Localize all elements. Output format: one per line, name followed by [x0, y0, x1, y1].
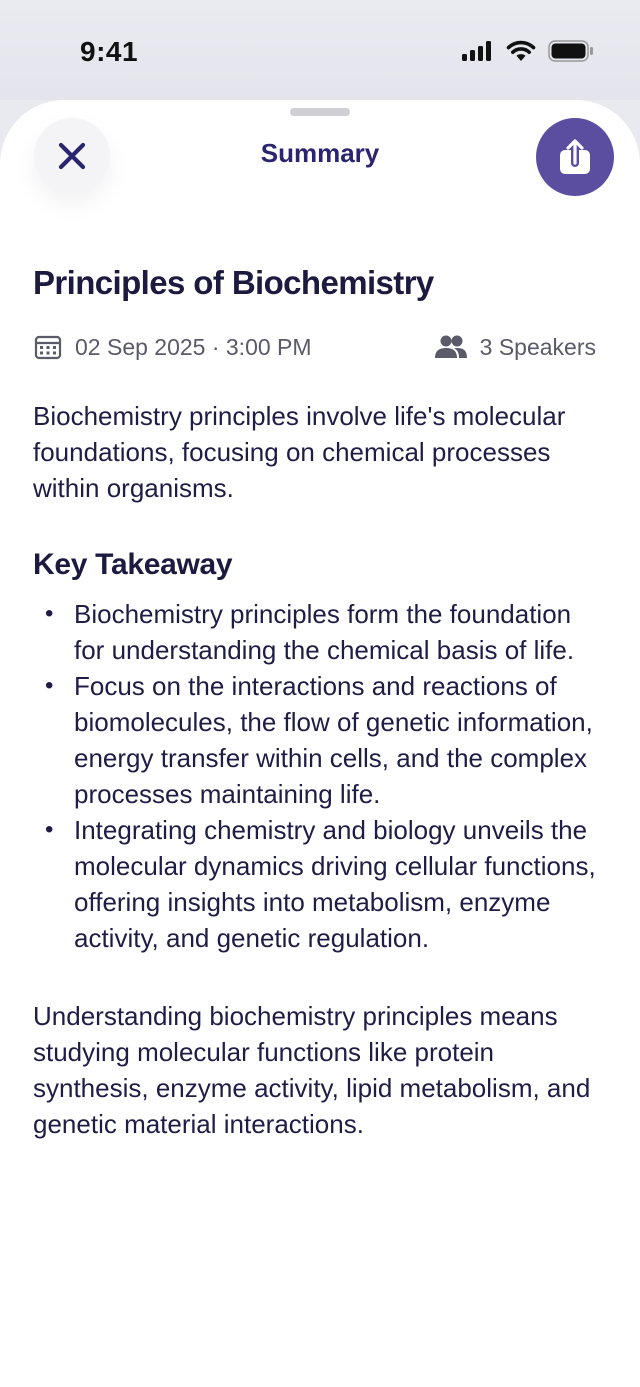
bullet-dot: •: [45, 816, 54, 843]
bullet-dot: •: [45, 600, 54, 627]
status-bar: [0, 0, 640, 100]
takeaway-item: [33, 596, 607, 668]
people-icon: [434, 334, 468, 360]
summary-sheet: [0, 100, 640, 1387]
summary-title: Principles of Biochemistry: [33, 264, 434, 301]
wifi-icon: [506, 40, 536, 62]
calendar-icon: [33, 333, 63, 361]
share-button[interactable]: [536, 118, 614, 196]
summary-outro: Understanding biochemistry principles means studying molecular functions like protein synthesis, enzyme activity, lipid metabolism, and genetic material interactions.: [33, 1001, 591, 1139]
speaker-count: 3 Speakers: [479, 333, 596, 360]
signal-icon: [462, 41, 494, 61]
speakers-info: [434, 334, 596, 361]
status-icons: [462, 40, 594, 62]
takeaway-list: [33, 596, 607, 956]
takeaway-item: [33, 812, 607, 956]
takeaway-item: [33, 668, 607, 812]
status-time: 9:41: [80, 36, 139, 67]
meta-row: [33, 330, 607, 364]
summary-content: [33, 264, 607, 1142]
sheet-grabber[interactable]: [290, 108, 350, 116]
bullet-dot: •: [45, 672, 54, 699]
sheet-title: Summary: [260, 138, 380, 168]
key-takeaway-heading: Key Takeaway: [33, 548, 233, 581]
battery-icon: [548, 40, 594, 62]
session-date: 02 Sep 2025 · 3:00 PM: [75, 333, 312, 360]
takeaway-text: Integrating chemistry and biology unveils the molecular dynamics driving cellular functions, offering insights into metabolism, enzyme activity, and genetic regulation.: [74, 815, 596, 953]
summary-intro: Biochemistry principles involve life's molecular foundations, focusing on chemical processes within organisms.: [33, 401, 566, 503]
takeaway-text: Focus on the interactions and reactions of biomolecules, the flow of genetic information, energy transfer within cells, and the complex processes maintaining life.: [74, 671, 593, 809]
share-icon: [559, 139, 591, 175]
takeaway-text: Biochemistry principles form the foundation for understanding the chemical basis of life.: [74, 599, 575, 665]
date-info: [33, 333, 312, 361]
